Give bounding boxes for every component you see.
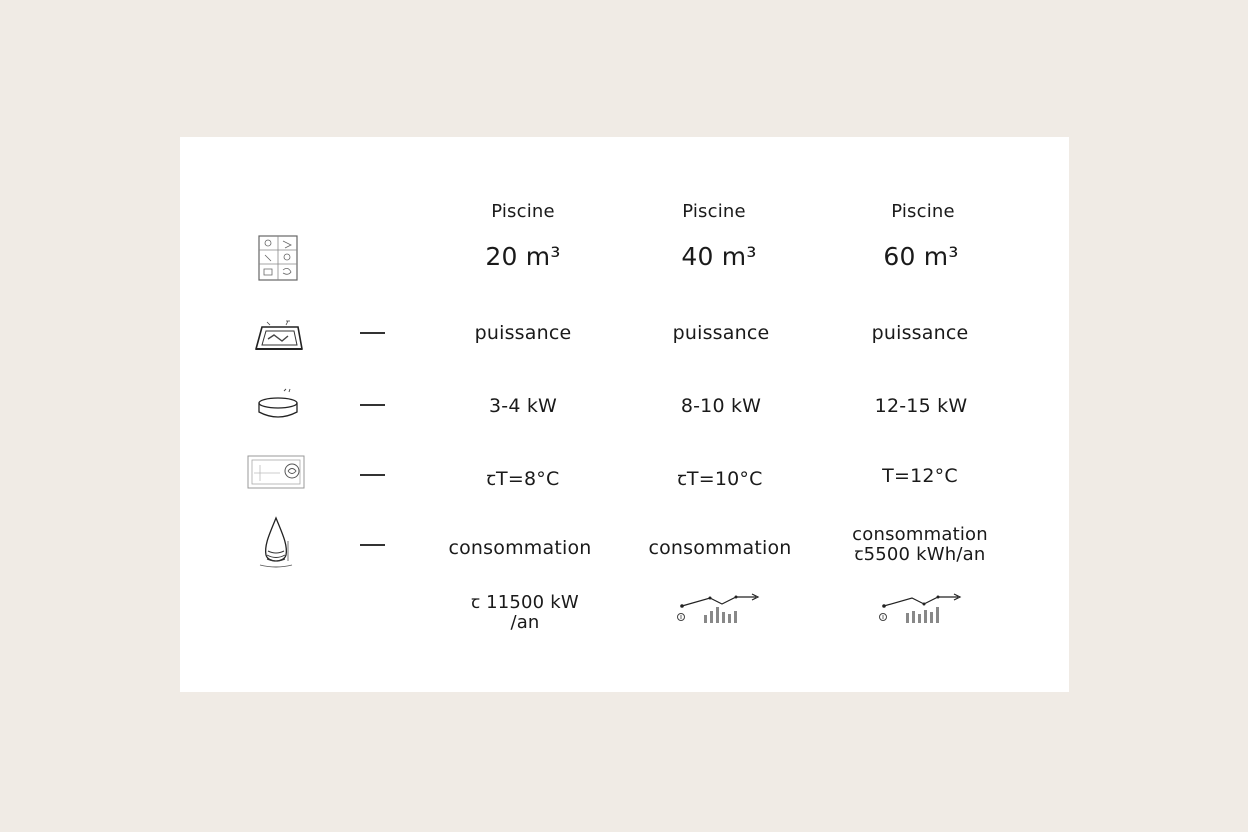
column-title: Piscine xyxy=(891,201,955,222)
row-dash xyxy=(360,474,385,476)
row-dash xyxy=(360,544,385,546)
column-volume: 60 m³ xyxy=(883,242,959,271)
consumption-line-1: ꞇ 11500 kW xyxy=(471,592,579,613)
consumption-line-2: /an xyxy=(510,612,540,633)
comparison-card xyxy=(180,137,1069,692)
consumption-value xyxy=(852,525,988,565)
column-title: Piscine xyxy=(682,201,746,222)
power-label: puissance xyxy=(672,322,770,344)
consumption-line-2: ꞇ5500 kWh/an xyxy=(854,544,986,565)
consumption-label: consommation xyxy=(852,524,988,545)
trend-sparkline-icon xyxy=(878,593,964,629)
trend-sparkline-icon xyxy=(676,593,762,629)
power-value: 3-4 kW xyxy=(488,395,558,417)
delta-temp: ꞇT=8°C xyxy=(486,468,560,490)
row-dash xyxy=(360,332,385,334)
pool-frame-icon xyxy=(252,319,304,353)
consumption-label: consommation xyxy=(648,537,792,559)
column-title: Piscine xyxy=(491,201,555,222)
drop-icon xyxy=(256,515,296,571)
power-label: puissance xyxy=(474,322,572,344)
column-volume: 20 m³ xyxy=(485,242,561,271)
consumption-value xyxy=(471,593,579,633)
grid-sketch-icon xyxy=(256,233,300,283)
power-label: puissance xyxy=(871,322,969,344)
row-dash xyxy=(360,404,385,406)
power-value: 8-10 kW xyxy=(680,395,762,417)
heat-box-icon xyxy=(246,453,306,491)
round-basin-icon xyxy=(256,387,302,423)
delta-temp: T=12°C xyxy=(882,465,958,487)
column-volume: 40 m³ xyxy=(681,242,757,271)
consumption-label: consommation xyxy=(448,537,592,559)
delta-temp: ꞇT=10°C xyxy=(677,468,763,490)
power-value: 12-15 kW xyxy=(874,395,968,417)
